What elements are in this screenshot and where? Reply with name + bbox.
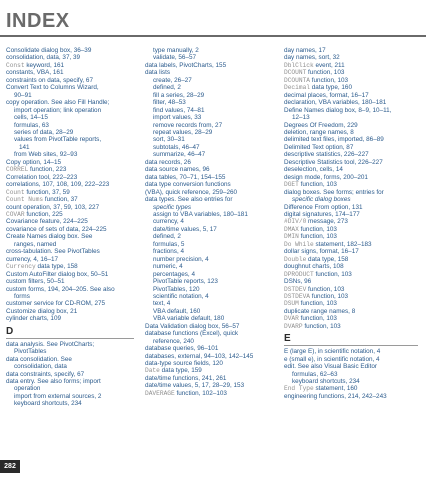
index-entry: Difference From option, 131 [284, 203, 363, 211]
entry-text: data type, 158 [306, 255, 349, 263]
header-divider [0, 35, 426, 37]
entry-text: function, 103 [310, 292, 349, 300]
code-term: DVAR [284, 315, 299, 323]
index-entry: ranges, named [14, 240, 57, 248]
index-entry [284, 233, 422, 240]
index-entry: digital signatures, 174–177 [284, 210, 360, 218]
index-entry: import operation; link operation [14, 106, 102, 114]
index-entry: dollar signs, format, 16–17 [284, 248, 359, 256]
index-entry: currency, 4, 16–17 [6, 255, 59, 263]
index-entry: defined, 2 [153, 84, 181, 92]
index-entry: type manually, 2 [153, 47, 199, 54]
index-entry [284, 293, 422, 300]
index-entry: edit. See also Visual Basic Editor [284, 363, 377, 371]
entry-text: function, 103 [306, 285, 345, 293]
entry-text: data type, 160 [310, 84, 352, 92]
code-term: DSUM [284, 300, 299, 308]
index-entry: PivotTable reports, 123 [153, 278, 218, 286]
index-entry: deselection, cells, 14 [284, 166, 343, 174]
index-entry: data type conversion functions [145, 181, 231, 189]
index-entry: database functions (Excel), quick [145, 330, 239, 338]
index-entry: Convert Text to Columns Wizard, [6, 84, 99, 92]
index-entry [145, 390, 275, 397]
code-term: DGET [284, 181, 299, 189]
index-entry: decimal places, format, 16–17 [284, 91, 369, 99]
index-entry: 141 [19, 143, 30, 151]
entry-text: function, 103 [302, 322, 341, 330]
index-column-3 [284, 47, 422, 400]
code-term: DAVERAGE [145, 389, 175, 397]
index-entry: series of data, 28–29 [14, 128, 74, 136]
index-entry: Descriptive Statistics tool, 226–227 [284, 158, 383, 166]
index-entry: from Web sites, 92–93 [14, 151, 78, 159]
index-entry: data labels, PivotCharts, 155 [145, 61, 227, 69]
index-entry: DSNs, 96 [284, 278, 312, 286]
index-entry [6, 189, 136, 196]
code-term: DblClick [284, 61, 314, 69]
index-entry: cylinder charts, 109 [6, 315, 62, 323]
index-entry: find values, 74–81 [153, 106, 205, 114]
entry-text: function, 103 [306, 69, 345, 77]
index-entry: text, 4 [153, 300, 171, 308]
index-entry [284, 385, 422, 392]
code-term: CORREL [6, 166, 29, 174]
entry-text: function, 103 [298, 300, 337, 308]
index-entry [284, 323, 422, 330]
index-entry: delimited text files, imported, 86–89 [284, 136, 384, 144]
code-term: DCOUNT [284, 69, 307, 77]
index-entry: specific types [153, 203, 192, 211]
index-entry [284, 256, 422, 263]
index-entry [6, 211, 136, 218]
index-entry: 90–91 [14, 91, 32, 99]
index-entry: number precision, 4 [153, 255, 209, 263]
index-entry: data-type source fields, 120 [145, 360, 223, 368]
index-entry: reference, 240 [153, 337, 194, 345]
index-entry: formulas, 63 [14, 121, 49, 129]
index-entries-e [284, 348, 422, 400]
entry-text: function, 37, 59 [24, 188, 70, 196]
code-term: Decimal [284, 84, 310, 92]
index-entry: summarize, 46–47 [153, 151, 206, 159]
index-entry [284, 300, 422, 307]
index-entry: Create Names dialog box. See [6, 233, 93, 241]
entry-text: statement, 160 [313, 385, 358, 393]
index-entry: date/time values, 5, 17 [153, 225, 217, 233]
index-entry: date/time values, 5, 17, 28–29, 153 [145, 382, 245, 390]
index-entry: specific dialog boxes [292, 196, 351, 204]
index-entry: data source names, 96 [145, 166, 210, 174]
entry-text: function, 225 [24, 210, 63, 218]
index-entry: filter, 48–53 [153, 99, 186, 107]
index-entry: e (small e), in scientific notation, 4 [284, 355, 380, 363]
index-entry: descriptive statistics, 226–227 [284, 151, 369, 159]
index-entry: data consolidation. See [6, 355, 72, 363]
index-entry: subtotals, 46–47 [153, 143, 200, 151]
index-entry: Degrees Of Freedom, 229 [284, 121, 358, 129]
index-entry: values from PivotTable reports, [14, 136, 102, 144]
index-entry: data constraints, specify, 67 [6, 370, 85, 378]
index-entry: Correlation tool, 222–223 [6, 173, 78, 181]
index-entry: custom forms, 194, 204–205. See also [6, 285, 115, 293]
index-entry: formulas, 62–63 [292, 370, 338, 378]
index-header [0, 0, 426, 40]
entry-text: function, 223 [28, 166, 67, 174]
index-entry: repeat values, 28–29 [153, 128, 213, 136]
index-entry: cells, 14–15 [14, 114, 48, 122]
index-entry: count operation, 37, 59, 103, 227 [6, 203, 100, 211]
index-entry: Custom AutoFilter dialog box, 50–51 [6, 270, 109, 278]
index-entry: operation [14, 385, 41, 393]
code-term: Currency [6, 263, 36, 271]
index-entry [284, 62, 422, 69]
index-entry: data tables, 70–71, 154–155 [145, 173, 226, 181]
index-entry: engineering functions, 214, 242–243 [284, 392, 387, 400]
entry-text: function, 103 [298, 233, 337, 241]
index-entry: customer service for CD-ROM, 275 [6, 300, 106, 308]
index-entry: validate, 56–57 [153, 54, 197, 62]
index-entry: numeric, 4 [153, 263, 183, 271]
code-term: Count [6, 188, 25, 196]
index-entry [145, 367, 275, 374]
index-entry: PivotTables, 120 [153, 285, 200, 293]
entry-text: keyword, 161 [24, 61, 65, 69]
index-entry: defined, 2 [153, 233, 181, 241]
code-term: DCOUNTA [284, 76, 310, 84]
index-entry [6, 196, 136, 203]
index-entry [284, 226, 422, 233]
index-entry: assign to VBA variables, 180–181 [153, 210, 248, 218]
index-entry: fill a series, 28–29 [153, 91, 205, 99]
code-term: Double [284, 255, 307, 263]
index-entry [284, 271, 422, 278]
index-entry: constants, VBA, 161 [6, 69, 64, 77]
index-entry [6, 62, 136, 69]
index-entry: copy operation. See also Fill Handle; [6, 99, 110, 107]
entry-text: data type, 158 [35, 263, 78, 271]
index-entry: data records, 26 [145, 158, 191, 166]
entry-text: statement, 182–183 [313, 240, 372, 248]
index-entry: Copy option, 14–15 [6, 158, 62, 166]
index-entry: currency, 4 [153, 218, 184, 226]
index-entry: databases, external, 94–103, 142–145 [145, 352, 254, 360]
index-entry: Delimited Text option, 87 [284, 143, 354, 151]
section-heading-e: E [284, 333, 418, 346]
index-entry: percentages, 4 [153, 270, 195, 278]
index-entry: (VBA), quick reference, 259–260 [145, 188, 238, 196]
index-entry: date/time functions, 241, 261 [145, 374, 227, 382]
code-term: DSTDEVA [284, 292, 310, 300]
index-entry: Customize dialog box, 21 [6, 307, 78, 315]
entry-text: function, 37 [43, 196, 78, 204]
section-heading-d: D [6, 326, 134, 339]
code-term: Const [6, 61, 25, 69]
index-entry: Covariance feature, 224–225 [6, 218, 88, 226]
index-entry: forms [14, 292, 30, 300]
index-entry: keyboard shortcuts, 234 [14, 400, 82, 408]
index-entry: custom filters, 50–51 [6, 278, 65, 286]
index-entry: scientific notation, 4 [153, 292, 209, 300]
code-term: Date [145, 367, 160, 375]
index-entry: 12–13 [292, 114, 310, 122]
index-entry: correlations, 107, 108, 109, 222–223 [6, 181, 110, 189]
index-entry: day names, sort, 32 [284, 54, 340, 62]
index-entry: data analysis. See PivotCharts; [6, 340, 95, 348]
index-entry [284, 218, 422, 225]
index-entry: database queries, 96–101 [145, 345, 219, 353]
index-entry: create, 26–27 [153, 76, 192, 84]
index-entry: consolidation, data, 37, 39 [6, 54, 81, 62]
index-entry: covariance of sets of data, 224–225 [6, 225, 107, 233]
code-term: #DIV/0 [284, 218, 307, 226]
code-term: COVAR [6, 210, 25, 218]
entry-text: message, 273 [306, 218, 348, 226]
code-term: End Type [284, 385, 314, 393]
index-entry: E (large E), in scientific notation, 4 [284, 348, 381, 356]
index-entry: Data Validation dialog box, 56–57 [145, 322, 240, 330]
index-entry [284, 286, 422, 293]
index-entry: remove records from, 27 [153, 121, 223, 129]
index-entry: consolidation, data [14, 363, 67, 371]
index-entry: doughnut charts, 108 [284, 263, 344, 271]
index-entry: deletion, range names, 8 [284, 128, 354, 136]
entry-text: function, 103 [313, 270, 352, 278]
index-entry: cross-tabulation. See PivotTables [6, 248, 100, 256]
index-entry: Define Names dialog box, 8–9, 10–11, [284, 106, 392, 114]
entry-text: function, 103 [298, 225, 337, 233]
code-term: DSTDEV [284, 285, 307, 293]
page-number-badge: 282 [0, 460, 20, 473]
entry-text: event, 211 [313, 61, 345, 69]
index-entries-c [6, 47, 136, 323]
index-entry: VBA variable default, 180 [153, 315, 225, 323]
index-entry: duplicate range names, 8 [284, 307, 356, 315]
index-entry: declaration, VBA variables, 180–181 [284, 99, 387, 107]
index-entry [284, 315, 422, 322]
index-entry: sort, 30–31 [153, 136, 185, 144]
entry-text: function, 103 [310, 76, 349, 84]
index-entry: fractions, 4 [153, 248, 185, 256]
entry-text: function, 103 [298, 315, 337, 323]
index-entry [6, 166, 136, 173]
code-term: DPRODUCT [284, 270, 314, 278]
index-entries-d-cont2 [284, 47, 422, 330]
index-entry: data lists [145, 69, 171, 77]
index-entry: Consolidate dialog box, 36–39 [6, 47, 92, 54]
code-term: DMAX [284, 225, 299, 233]
index-entry: data entry. See also forms; import [6, 378, 101, 386]
entry-text: data type, 159 [159, 367, 202, 375]
entry-text: function, 102–103 [174, 389, 227, 397]
index-entry [284, 84, 422, 91]
index-entry: import values, 33 [153, 114, 202, 122]
index-entry: design mode, forms, 200–201 [284, 173, 368, 181]
index-entries-d-cont [145, 47, 275, 397]
index-entry [284, 77, 422, 84]
index-entry: PivotTables [14, 348, 47, 356]
code-term: DMIN [284, 233, 299, 241]
index-column-2 [145, 47, 275, 397]
index-column-1 [6, 47, 136, 408]
index-entries-d [6, 341, 136, 408]
index-entry: formulas, 5 [153, 240, 185, 248]
index-entry: constraints on data, specify, 67 [6, 76, 93, 84]
index-entry: keyboard shortcuts, 234 [292, 378, 360, 386]
index-entry [284, 181, 422, 188]
index-entry: day names, 17 [284, 47, 326, 54]
index-entry: VBA default, 160 [153, 307, 201, 315]
code-term: Count Nums [6, 196, 44, 204]
index-entry [284, 69, 422, 76]
page-title: INDEX [6, 10, 70, 32]
index-entry: dialog boxes. See forms; entries for [284, 188, 384, 196]
code-term: Do While [284, 240, 314, 248]
entry-text: function, 103 [298, 181, 337, 189]
index-entry: import from external sources, 2 [14, 392, 102, 400]
index-entry: data types. See also entries for [145, 196, 233, 204]
code-term: DVARP [284, 322, 303, 330]
index-entry [6, 263, 136, 270]
index-entry [284, 241, 422, 248]
